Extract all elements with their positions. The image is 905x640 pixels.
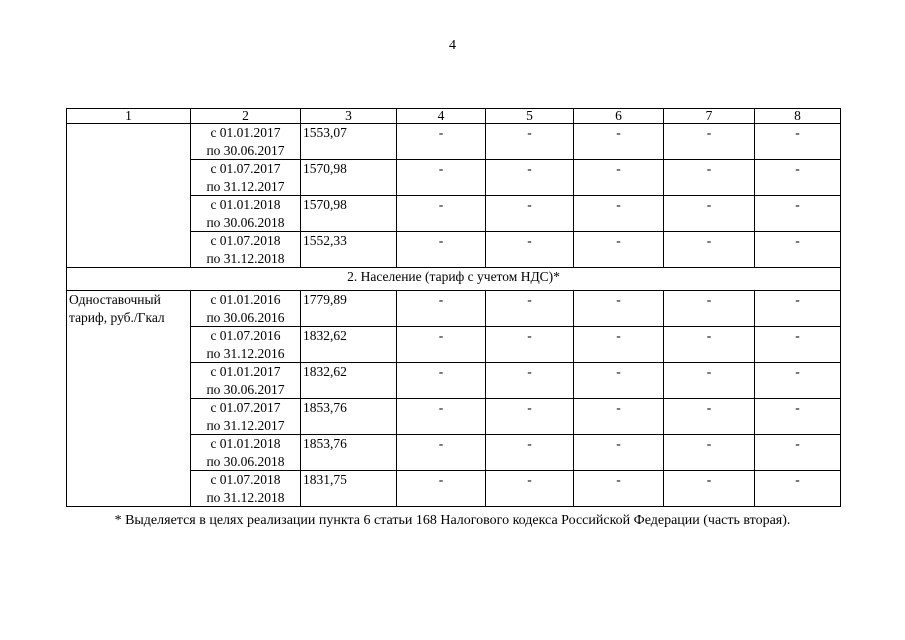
dash-cell: - [486,124,574,160]
section-row [67,268,841,291]
dash-cell: - [486,232,574,268]
dash-cell: - [486,327,574,363]
value-cell: 1831,75 [301,471,397,507]
dash-cell: - [397,471,486,507]
footnote: * Выделяется в целях реализации пункта 6 статьи 168 Налогового кодекса Российской Федерации (часть вторая). [114,513,791,528]
column-header: 3 [301,109,397,124]
dash-cell: - [397,124,486,160]
value-cell: 1570,98 [301,160,397,196]
dash-cell: - [755,232,841,268]
dash-cell: - [574,471,664,507]
dash-cell: - [486,291,574,327]
period-cell: с 01.07.2018 по 31.12.2018 [191,232,301,268]
dash-cell: - [664,196,755,232]
column-header: 8 [755,109,841,124]
dash-cell: - [755,363,841,399]
table-row [67,124,841,160]
period-cell: с 01.07.2017 по 31.12.2017 [191,160,301,196]
dash-cell: - [755,471,841,507]
dash-cell: - [664,435,755,471]
section-title: 2. Население (тариф с учетом НДС)* [67,268,841,291]
dash-cell: - [574,435,664,471]
dash-cell: - [574,327,664,363]
value-cell: 1853,76 [301,435,397,471]
dash-cell: - [664,399,755,435]
dash-cell: - [755,124,841,160]
column-header: 4 [397,109,486,124]
period-cell: с 01.01.2018 по 30.06.2018 [191,196,301,232]
dash-cell: - [755,196,841,232]
value-cell: 1853,76 [301,399,397,435]
tariff-table [66,108,841,507]
value-cell: 1832,62 [301,363,397,399]
dash-cell: - [664,327,755,363]
period-cell: с 01.01.2018 по 30.06.2018 [191,435,301,471]
dash-cell: - [755,160,841,196]
period-cell: с 01.07.2016 по 31.12.2016 [191,327,301,363]
dash-cell: - [397,399,486,435]
dash-cell: - [397,327,486,363]
dash-cell: - [397,196,486,232]
dash-cell: - [397,435,486,471]
period-cell: с 01.01.2016 по 30.06.2016 [191,291,301,327]
group1-body [67,124,841,268]
dash-cell: - [574,399,664,435]
dash-cell: - [397,232,486,268]
column-header: 6 [574,109,664,124]
dash-cell: - [486,471,574,507]
dash-cell: - [574,124,664,160]
dash-cell: - [486,160,574,196]
dash-cell: - [664,232,755,268]
dash-cell: - [755,327,841,363]
section2-body [67,268,841,507]
value-cell: 1553,07 [301,124,397,160]
value-cell: 1570,98 [301,196,397,232]
column-header: 7 [664,109,755,124]
column-header: 1 [67,109,191,124]
dash-cell: - [574,232,664,268]
dash-cell: - [574,160,664,196]
period-cell: с 01.01.2017 по 30.06.2017 [191,363,301,399]
page-number: 4 [449,38,456,53]
dash-cell: - [755,435,841,471]
dash-cell: - [664,124,755,160]
period-cell: с 01.01.2017 по 30.06.2017 [191,124,301,160]
table-row [67,291,841,327]
dash-cell: - [486,399,574,435]
dash-cell: - [397,363,486,399]
value-cell: 1552,33 [301,232,397,268]
period-cell: с 01.07.2018 по 31.12.2018 [191,471,301,507]
value-cell: 1779,89 [301,291,397,327]
column-header: 5 [486,109,574,124]
dash-cell: - [664,363,755,399]
dash-cell: - [397,160,486,196]
dash-cell: - [486,196,574,232]
dash-cell: - [486,363,574,399]
value-cell: 1832,62 [301,327,397,363]
column-header: 2 [191,109,301,124]
dash-cell: - [397,291,486,327]
period-cell: с 01.07.2017 по 31.12.2017 [191,399,301,435]
empty-tariff-cell [67,124,191,268]
dash-cell: - [664,160,755,196]
dash-cell: - [574,363,664,399]
header-row [67,109,841,124]
tariff-name-cell: Одноставочный тариф, руб./Гкал [67,291,191,507]
dash-cell: - [486,435,574,471]
dash-cell: - [664,291,755,327]
dash-cell: - [755,399,841,435]
dash-cell: - [664,471,755,507]
dash-cell: - [755,291,841,327]
dash-cell: - [574,291,664,327]
dash-cell: - [574,196,664,232]
